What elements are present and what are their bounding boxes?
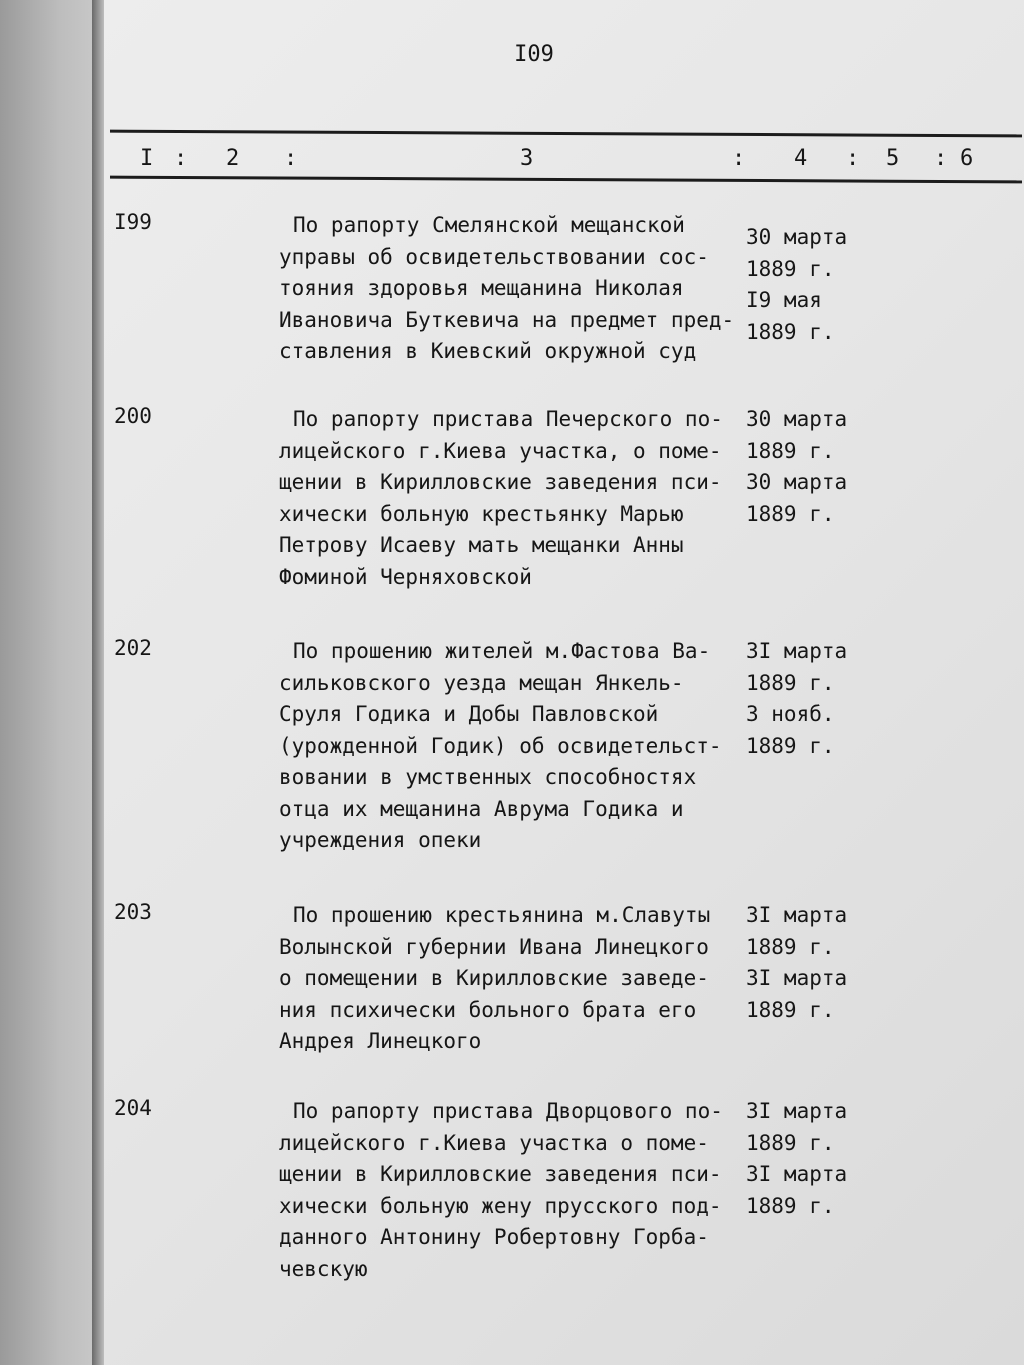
facing-page — [0, 0, 100, 1365]
description-line: хически больную крестьянку Марью — [279, 501, 684, 526]
column-separator: : — [732, 146, 746, 171]
description-line: хически больную жену прусского под- — [279, 1193, 722, 1218]
column-header-3: 3 — [520, 146, 534, 171]
column-header-4: 4 — [794, 146, 808, 171]
column-separator: : — [846, 146, 860, 171]
date-start: 3I марта — [746, 639, 848, 663]
column-header-2: 2 — [226, 146, 240, 171]
entry-dates — [746, 900, 906, 1026]
date-end-year: 1889 г. — [746, 1193, 835, 1218]
date-end-year: 1889 г. — [746, 997, 835, 1022]
description-line: ставления в Киевский окружной суд — [279, 339, 697, 363]
entry-description — [279, 900, 754, 1058]
description-line: сильковского уезда мещан Янкель- — [279, 670, 684, 695]
header-rule-top — [110, 130, 1022, 138]
description-line: По рапорту Смелянской мещанской — [293, 213, 685, 237]
column-header-5: 5 — [886, 146, 900, 171]
date-end-year: 1889 г. — [746, 319, 835, 344]
date-start: 30 марта — [746, 225, 848, 249]
entry-number: 202 — [114, 636, 152, 660]
description-line: Волынской губернии Ивана Линецкого — [279, 934, 709, 959]
entry-number: 200 — [114, 404, 152, 428]
entry-dates — [746, 222, 906, 348]
page-number: I09 — [514, 42, 554, 67]
description-line: о помещении в Кирилловские заведе- — [279, 966, 709, 990]
date-start: 30 марта — [746, 407, 848, 431]
description-line: По прошению жителей м.Фастова Ва- — [293, 639, 711, 663]
entry-dates — [746, 636, 906, 762]
description-line: По рапорту пристава Печерского по- — [293, 407, 723, 431]
column-header-1: I — [140, 146, 154, 171]
column-separator: : — [174, 146, 188, 171]
date-start-year: 1889 г. — [746, 438, 835, 463]
column-header-6: 6 — [960, 146, 974, 171]
entry-number: 204 — [114, 1096, 152, 1120]
document-page — [104, 0, 1024, 1365]
description-line: Ивановича Буткевича на предмет пред- — [279, 307, 735, 332]
column-separator: : — [934, 146, 948, 171]
entry-description — [279, 636, 754, 857]
entry-description — [279, 210, 754, 368]
description-line: управы об освидетельствовании сос- — [279, 244, 709, 269]
description-line: тояния здоровья мещанина Николая — [279, 276, 684, 300]
date-end-year: 1889 г. — [746, 501, 835, 526]
description-line: По рапорту пристава Дворцового по- — [293, 1099, 723, 1123]
date-start: 3I марта — [746, 1099, 848, 1123]
date-end: 3 нояб. — [746, 702, 835, 726]
description-line: отца их мещанина Аврума Годика и — [279, 796, 684, 821]
column-separator: : — [284, 146, 298, 171]
date-start-year: 1889 г. — [746, 1130, 835, 1155]
description-line: (урожденной Годик) об освидетельст- — [279, 733, 722, 758]
date-start-year: 1889 г. — [746, 670, 835, 695]
description-line: лицейского г.Киева участка, о поме- — [279, 438, 722, 463]
description-line: Петрову Исаеву мать мещанки Анны — [279, 533, 684, 557]
description-line: данного Антонину Робертовну Горба- — [279, 1225, 709, 1249]
date-start: 3I марта — [746, 903, 848, 927]
date-end: 30 марта — [746, 470, 848, 494]
date-end: 3I марта — [746, 1162, 848, 1186]
date-end: I9 мая — [746, 288, 822, 312]
entry-number: I99 — [114, 210, 152, 234]
entry-number: 203 — [114, 900, 152, 924]
description-line: лицейского г.Киева участка о поме- — [279, 1130, 709, 1155]
description-line: По прошению крестьянина м.Славуты — [293, 903, 711, 927]
date-start-year: 1889 г. — [746, 256, 835, 281]
date-start-year: 1889 г. — [746, 934, 835, 959]
entry-dates — [746, 404, 906, 530]
date-end: 3I марта — [746, 966, 848, 990]
description-line: вовании в умственных способностях — [279, 765, 697, 789]
description-line: учреждения опеки — [279, 828, 482, 852]
description-line: Сруля Годика и Добы Павловской — [279, 702, 659, 726]
entry-description — [279, 404, 754, 593]
description-line: чевскую — [279, 1256, 368, 1281]
description-line: Фоминой Черняховской — [279, 564, 532, 589]
description-line: ния психически больного брата его — [279, 997, 697, 1022]
description-line: Андрея Линецкого — [279, 1029, 482, 1053]
header-rule-bottom — [110, 176, 1022, 184]
description-line: щении в Кирилловские заведения пси- — [279, 470, 722, 494]
description-line: щении в Кирилловские заведения пси- — [279, 1162, 722, 1186]
date-end-year: 1889 г. — [746, 733, 835, 758]
entry-description — [279, 1096, 754, 1285]
entry-dates — [746, 1096, 906, 1222]
